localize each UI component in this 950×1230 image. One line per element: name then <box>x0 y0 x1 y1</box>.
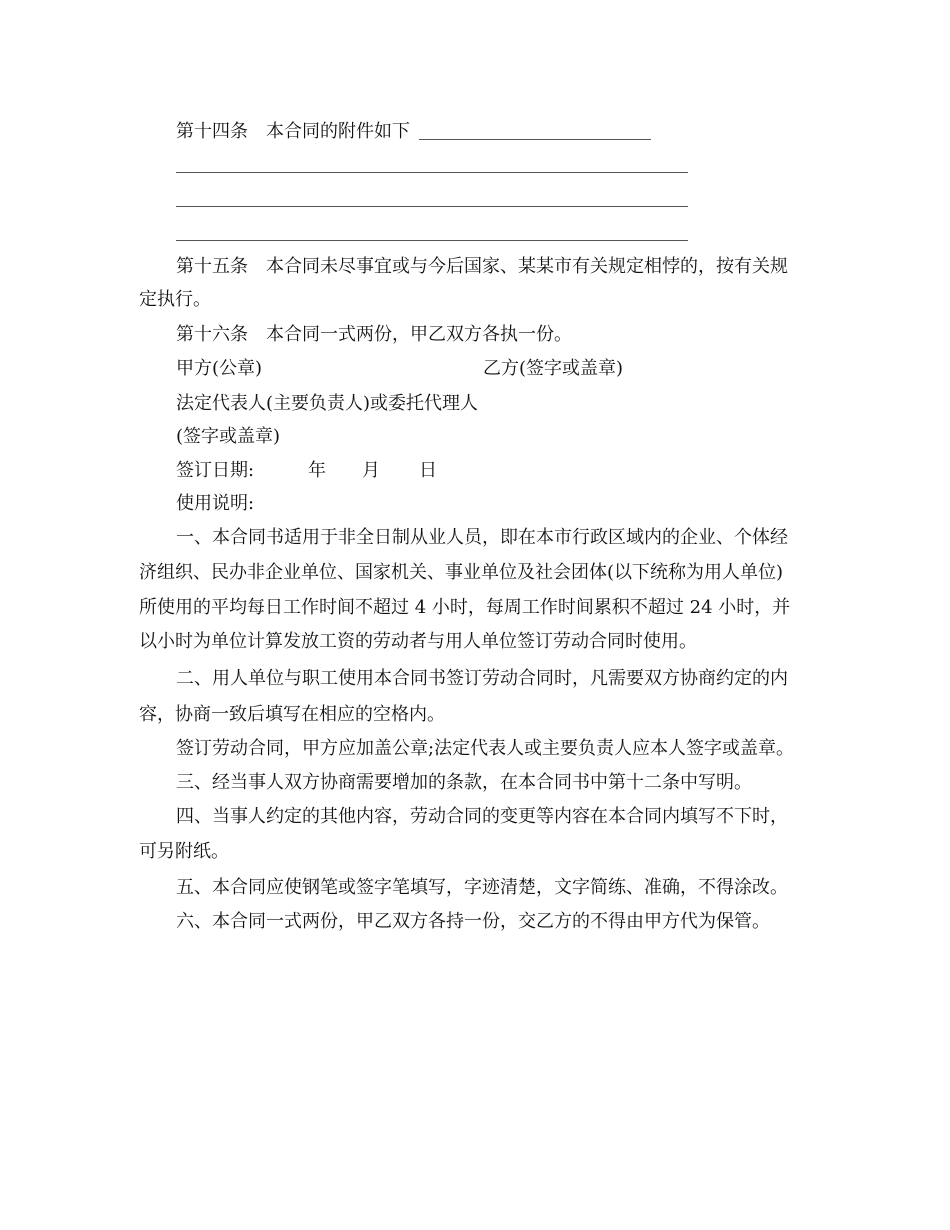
sign-date-label: 签订日期: <box>176 460 255 481</box>
sign-or-seal: (签字或盖章) <box>176 426 281 447</box>
instruction-1-line-1: 一、本合同书适用于非全日制从业人员，即在本市行政区域内的企业、个体经 <box>176 527 788 548</box>
article-16-label: 第十六条 <box>176 324 248 345</box>
instruction-4-line-2: 可另附纸。 <box>139 841 229 862</box>
article-16-text: 本合同一式两份，甲乙双方各执一份。 <box>266 324 572 345</box>
article-15 <box>176 255 788 279</box>
instruction-5: 五、本合同应使钢笔或签字笔填写，字迹清楚，文字简练、准确，不得涂改。 <box>176 877 788 898</box>
legal-representative: 法定代表人(主要负责人)或委托代理人 <box>176 393 479 414</box>
instruction-1-line-3: 所使用的平均每日工作时间不超过 4 小时，每周工作时间累积不超过 24 小时，并 <box>139 597 791 618</box>
instruction-2-seal: 签订劳动合同，甲方应加盖公章;法定代表人或主要负责人应本人签字或盖章。 <box>176 738 795 759</box>
article-14-text: 本合同的附件如下 <box>266 121 410 142</box>
article-15-line-2: 定执行。 <box>139 289 211 310</box>
article-15-label: 第十五条 <box>176 256 248 277</box>
sign-date-year: 年 <box>308 460 326 481</box>
article-14 <box>176 120 410 144</box>
attachment-blank-line-4 <box>176 240 688 241</box>
article-16 <box>176 323 572 347</box>
sign-date-month: 月 <box>362 460 380 481</box>
instruction-1-line-2: 济组织、民办非企业单位、国家机关、事业单位及社会团体(以下统称为用人单位) <box>139 562 784 583</box>
article-15-line-1: 本合同未尽事宜或与今后国家、某某市有关规定相悖的，按有关规 <box>266 256 788 277</box>
attachment-blank-line-3 <box>176 206 688 207</box>
attachment-blank-line-2 <box>176 172 688 173</box>
instruction-1-line-4: 以小时为单位计算发放工资的劳动者与用人单位签订劳动合同时使用。 <box>139 631 697 652</box>
sign-date-day: 日 <box>419 460 437 481</box>
instruction-4-line-1: 四、当事人约定的其他内容，劳动合同的变更等内容在本合同内填写不下时， <box>176 806 788 827</box>
instructions-title: 使用说明: <box>176 493 255 514</box>
party-b-sign: 乙方(签字或盖章) <box>483 358 624 379</box>
instruction-2-line-1: 二、用人单位与职工使用本合同书签订劳动合同时，凡需要双方协商约定的内 <box>176 668 788 689</box>
article-14-label: 第十四条 <box>176 121 248 142</box>
instruction-2-line-2: 容，协商一致后填写在相应的空格内。 <box>139 704 445 725</box>
party-a-seal: 甲方(公章) <box>176 358 263 379</box>
attachment-blank-line-1 <box>419 139 651 140</box>
instruction-3: 三、经当事人双方协商需要增加的条款，在本合同书中第十二条中写明。 <box>176 772 752 793</box>
instruction-6: 六、本合同一式两份，甲乙双方各持一份，交乙方的不得由甲方代为保管。 <box>176 911 770 932</box>
